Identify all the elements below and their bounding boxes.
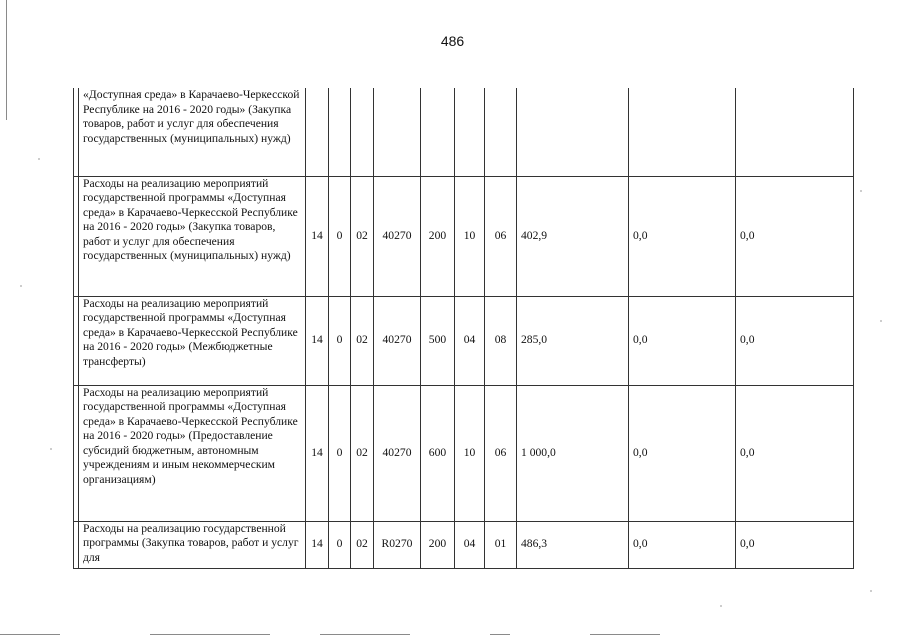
- table-row: [74, 521, 854, 568]
- amount-cell: 285,0: [517, 296, 629, 385]
- description-cell: Расходы на реализацию мероприятий государственной программы «Доступная среда» в Карачаево-Черкесской Республике на 2016 - 2020 годы» (Межбюджетные трансферты): [79, 296, 306, 385]
- code-cell: 02: [351, 521, 374, 568]
- scan-bottom-line: [590, 634, 660, 635]
- scan-speck: [50, 448, 52, 450]
- amount-cell: 486,3: [517, 521, 629, 568]
- code-cell: 02: [351, 296, 374, 385]
- code-cell: [329, 88, 351, 176]
- amount-cell: 0,0: [736, 296, 854, 385]
- amount-cell: 1 000,0: [517, 385, 629, 521]
- code-cell: 10: [455, 176, 485, 296]
- code-cell: R0270: [374, 521, 421, 568]
- amount-cell: [517, 88, 629, 176]
- budget-table: [73, 88, 854, 569]
- code-cell: 04: [455, 296, 485, 385]
- scan-speck: [720, 605, 722, 607]
- code-cell: [485, 88, 517, 176]
- code-cell: 0: [329, 176, 351, 296]
- amount-cell: [629, 88, 736, 176]
- page-number: 486: [440, 33, 465, 49]
- description-cell: Расходы на реализацию мероприятий государственной программы «Доступная среда» в Карачаево-Черкесской Республике на 2016 - 2020 годы» (Предоставление субсидий бюджетным, автономным учреждениям и иным некоммерческим организациям): [79, 385, 306, 521]
- amount-cell: 0,0: [736, 176, 854, 296]
- code-cell: 600: [421, 385, 455, 521]
- description-cell: «Доступная среда» в Карачаево-Черкесской Республике на 2016 - 2020 годы» (Закупка товаров, работ и услуг для обеспечения государственных (муниципальных) нужд): [79, 88, 306, 176]
- code-cell: [374, 88, 421, 176]
- code-cell: 02: [351, 385, 374, 521]
- table-row: [74, 296, 854, 385]
- code-cell: 0: [329, 385, 351, 521]
- scan-speck: [880, 320, 882, 322]
- code-cell: 40270: [374, 385, 421, 521]
- amount-cell: 0,0: [629, 176, 736, 296]
- amount-cell: 0,0: [736, 521, 854, 568]
- code-cell: 01: [485, 521, 517, 568]
- code-cell: 06: [485, 176, 517, 296]
- code-cell: 14: [306, 296, 329, 385]
- scan-speck: [20, 285, 22, 287]
- amount-cell: [736, 88, 854, 176]
- code-cell: [455, 88, 485, 176]
- scan-bottom-line: [490, 634, 510, 635]
- amount-cell: 0,0: [736, 385, 854, 521]
- code-cell: [351, 88, 374, 176]
- code-cell: 02: [351, 176, 374, 296]
- code-cell: 200: [421, 521, 455, 568]
- scan-speck: [860, 190, 862, 192]
- code-cell: [306, 88, 329, 176]
- scan-bottom-line: [320, 634, 410, 635]
- code-cell: 10: [455, 385, 485, 521]
- code-cell: 0: [329, 296, 351, 385]
- table-row: [74, 176, 854, 296]
- code-cell: 14: [306, 385, 329, 521]
- description-cell: Расходы на реализацию государственной программы (Закупка товаров, работ и услуг для: [79, 521, 306, 568]
- code-cell: 0: [329, 521, 351, 568]
- table-row: [74, 88, 854, 176]
- scan-speck: [870, 590, 872, 592]
- amount-cell: 0,0: [629, 385, 736, 521]
- table-row: [74, 385, 854, 521]
- scan-bottom-line: [150, 634, 270, 635]
- amount-cell: 402,9: [517, 176, 629, 296]
- code-cell: 08: [485, 296, 517, 385]
- code-cell: 500: [421, 296, 455, 385]
- scan-edge-line: [6, 0, 7, 120]
- scan-speck: [38, 158, 40, 160]
- code-cell: 40270: [374, 176, 421, 296]
- amount-cell: 0,0: [629, 296, 736, 385]
- code-cell: 04: [455, 521, 485, 568]
- code-cell: 06: [485, 385, 517, 521]
- description-cell: Расходы на реализацию мероприятий государственной программы «Доступная среда» в Карачаево-Черкесской Республике на 2016 - 2020 годы» (Закупка товаров, работ и услуг для обеспечения государственных (муниципальных) нужд): [79, 176, 306, 296]
- scan-bottom-line: [0, 634, 60, 635]
- code-cell: 40270: [374, 296, 421, 385]
- amount-cell: 0,0: [629, 521, 736, 568]
- code-cell: [421, 88, 455, 176]
- code-cell: 14: [306, 176, 329, 296]
- code-cell: 200: [421, 176, 455, 296]
- code-cell: 14: [306, 521, 329, 568]
